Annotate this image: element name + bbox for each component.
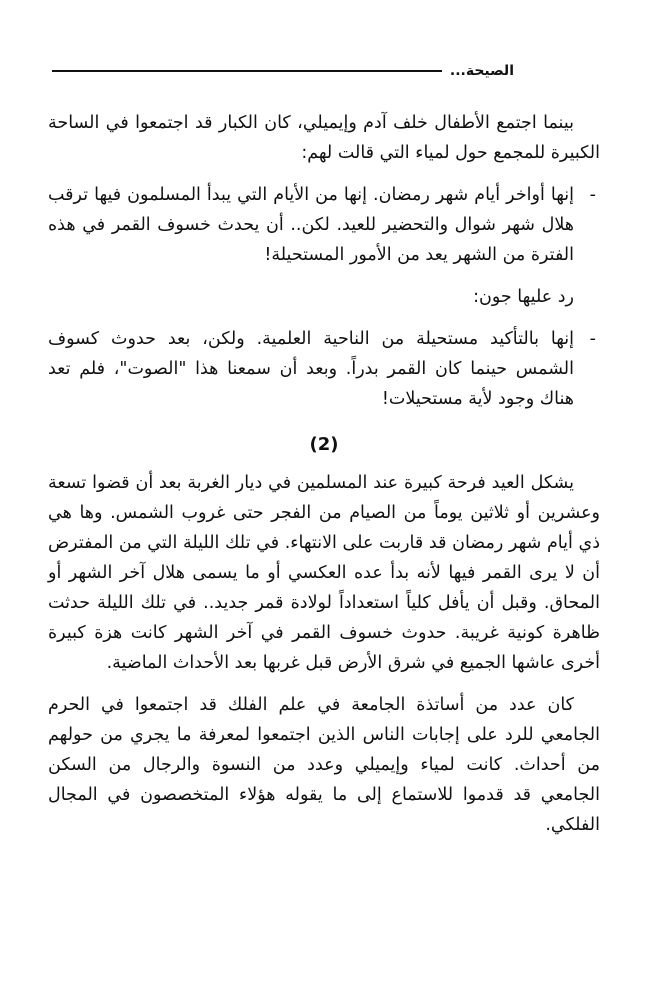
paragraph-intro: بينما اجتمع الأطفال خلف آدم وإيميلي، كان الكبار قد اجتمعوا في الساحة الكبيرة للمجمع حول لمياء التي قالت لهم: <box>48 113 600 163</box>
paragraph-eid: يشكل العيد فرحة كبيرة عند المسلمين في ديار الغربة بعد أن قضوا تسعة وعشرين أو ثلاثين يوماً من الصيام من الفجر حتى غروب الشمس. وها هي ذي أيام شهر رمضان قد قاربت على الانتهاء. في تلك الليلة التي من المفترض أن لا يرى القمر فيها لأنه بدأ عده العكسي أو ما يسمى هلال آخر الشهر أو المحاق. وقبل أن يأفل كلياً استعداداً لولادة قمر جديد.. في تلك الليلة حدثت ظاهرة كونية غريبة. حدوث خسوف القمر في آخر الشهر كانت هزة كبيرة أخرى عاشها الجميع في شرق الأرض قبل غربها بعد الأحداث الماضية. <box>48 473 600 673</box>
running-title: الصيحة... <box>449 63 514 79</box>
header-rule <box>52 70 442 72</box>
dialogue-line-lamia: - إنها أواخر أيام شهر رمضان. إنها من الأيام التي يبدأ المسلمون فيها ترقب هلال شهر شوال والتحضير للعيد. لكن.. أن يحدث خسوف القمر في هذه الفترة من الشهر يعد من الأمور المستحيلة! <box>48 180 600 270</box>
running-header <box>52 58 514 84</box>
section-number: (2) <box>309 434 339 455</box>
paragraph-professors: كان عدد من أساتذة الجامعة في علم الفلك قد اجتمعوا في الحرم الجامعي للرد على إجابات الناس الذين اجتمعوا لمعرفة ما يجري من حولهم من أحداث. كانت لمياء وإيميلي وعدد من النسوة والرجال من السكن الجامعي قد قدموا للاستماع إلى ما يقوله هؤلاء المتخصصون في المجال الفلكي. <box>48 695 600 835</box>
speaker-attribution: رد عليها جون: <box>473 287 574 307</box>
body-text <box>48 108 600 840</box>
dialogue-line-john: - إنها بالتأكيد مستحيلة من الناحية العلمية. ولكن، بعد حدوث كسوف الشمس حينما كان القمر بدراً. وبعد أن سمعنا هذا "الصوت"، فلم تعد هناك وجود لأية مستحيلات! <box>48 324 600 414</box>
